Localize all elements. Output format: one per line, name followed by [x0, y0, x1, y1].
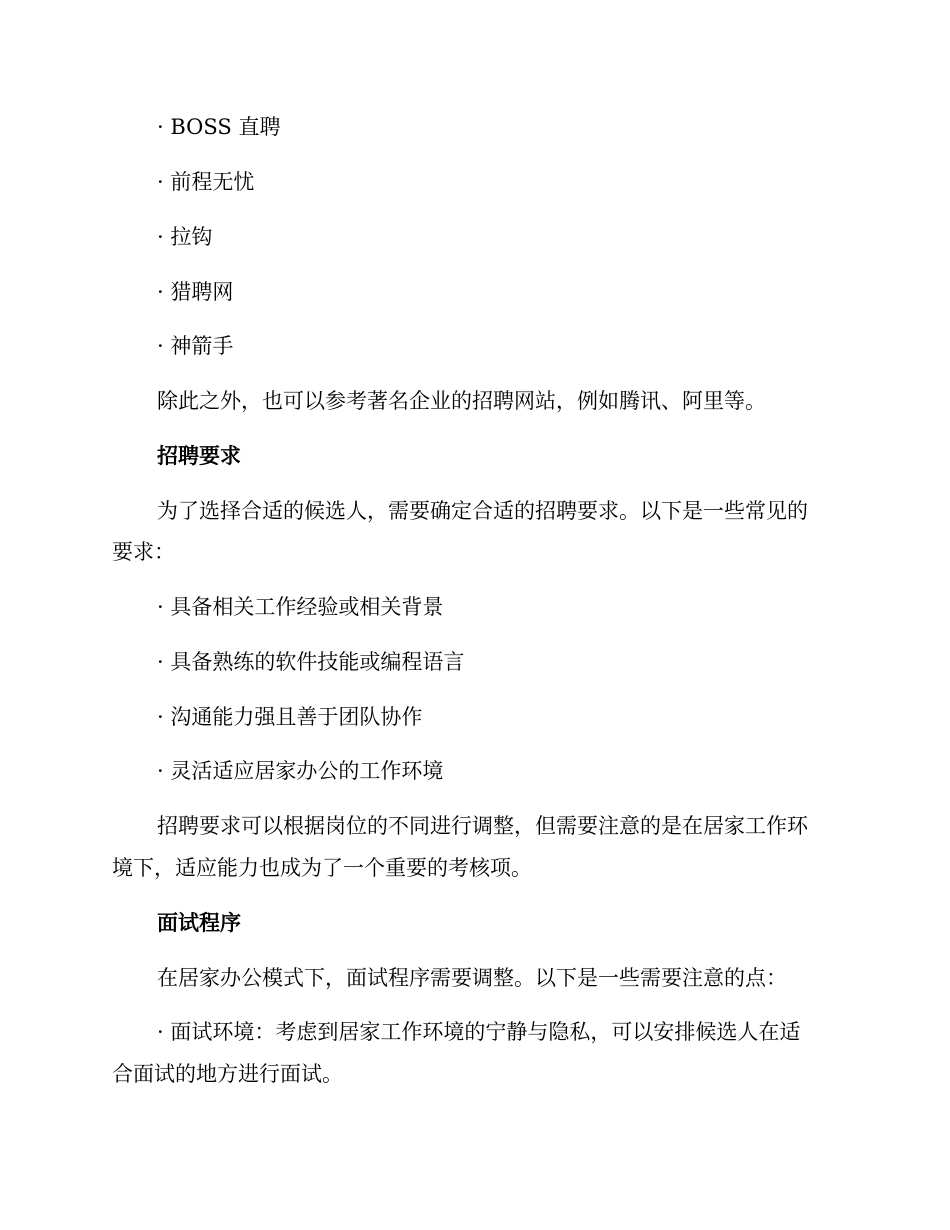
paragraph-requirements-note-line1: 招聘要求可以根据岗位的不同进行调整，但需要注意的是在居家工作环 [157, 814, 808, 838]
list-item-boss: · BOSS 直聘 [157, 115, 281, 139]
list-item-liepin: · 猎聘网 [157, 280, 234, 304]
list-item-requirement: · 具备熟练的软件技能或编程语言 [157, 650, 465, 674]
paragraph-requirements-intro-line1: 为了选择合适的候选人，需要确定合适的招聘要求。以下是一些常见的 [157, 499, 808, 523]
list-item-lagou: · 拉钩 [157, 225, 213, 249]
list-item-51job: · 前程无忧 [157, 170, 255, 194]
list-item-interview-env-line2: 合面试的地方进行面试。 [112, 1062, 343, 1086]
paragraph-other-sites: 除此之外，也可以参考著名企业的招聘网站，例如腾讯、阿里等。 [157, 389, 766, 413]
section-heading-interview: 面试程序 [157, 911, 241, 935]
paragraph-interview-intro: 在居家办公模式下，面试程序需要调整。以下是一些需要注意的点： [157, 966, 787, 990]
list-item-requirement: · 具备相关工作经验或相关背景 [157, 595, 444, 619]
section-heading-requirements: 招聘要求 [157, 444, 241, 468]
paragraph-requirements-intro-line2: 要求： [112, 540, 175, 564]
paragraph-requirements-note-line2: 境下，适应能力也成为了一个重要的考核项。 [112, 856, 532, 880]
list-item-requirement: · 沟通能力强且善于团队协作 [157, 705, 423, 729]
list-item-requirement: · 灵活适应居家办公的工作环境 [157, 759, 444, 783]
list-item-shenjianshou: · 神箭手 [157, 334, 234, 358]
list-item-interview-env-line1: · 面试环境：考虑到居家工作环境的宁静与隐私，可以安排候选人在适 [157, 1020, 801, 1044]
